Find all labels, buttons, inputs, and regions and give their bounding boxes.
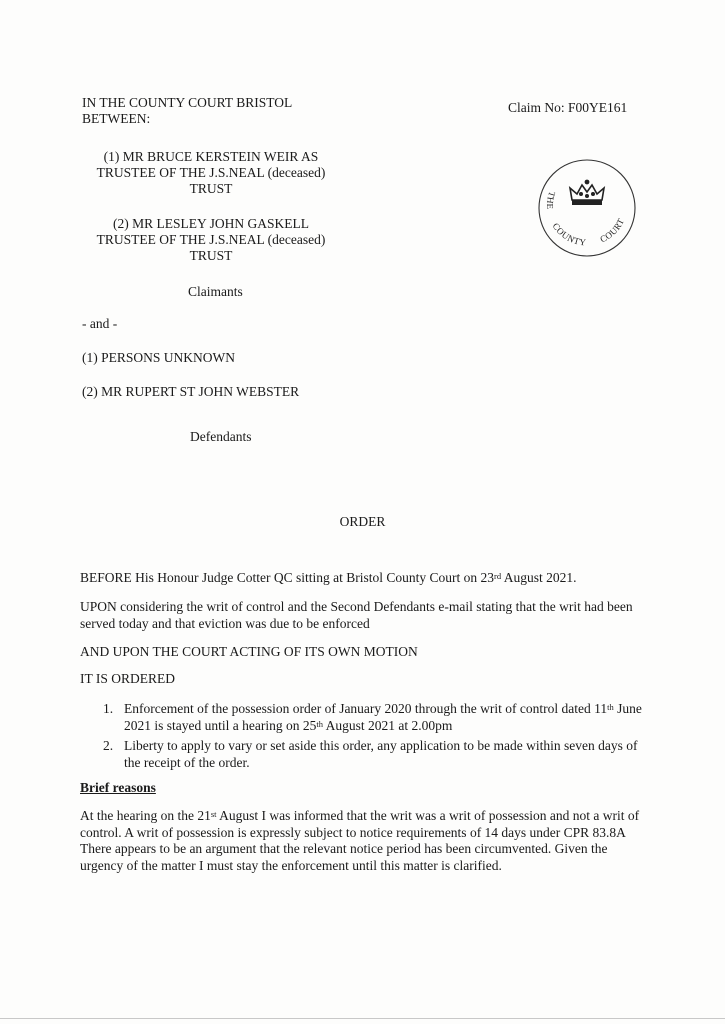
before-paragraph xyxy=(80,570,650,587)
order-list xyxy=(100,701,645,775)
and-separator: - and - xyxy=(82,316,118,331)
order-item-1-sup-1: th xyxy=(607,702,614,712)
defendants-label: Defendants xyxy=(190,429,252,444)
court-name: IN THE COUNTY COURT BRISTOL xyxy=(82,95,293,110)
svg-text:THE COUNTY COURT xyxy=(545,190,626,247)
seal-text-right: COURT xyxy=(598,216,627,245)
defendant-2: (2) MR RUPERT ST JOHN WEBSTER xyxy=(82,384,300,399)
seal-text-left: THE xyxy=(544,190,558,210)
upon-motion-paragraph: AND UPON THE COURT ACTING OF ITS OWN MOTION xyxy=(80,644,418,659)
order-item-1-text-2: June 2021 is stayed until a hearing on 25 xyxy=(124,701,642,733)
seal-text-bottom: COUNTY xyxy=(550,221,587,248)
order-item-1-text-3: August 2021 at 2.00pm xyxy=(322,717,453,733)
claimant-2-line-3: TRUST xyxy=(189,248,233,263)
order-item-2 xyxy=(100,738,645,771)
court-seal xyxy=(537,158,637,258)
claimant-1-line-1: (1) MR BRUCE KERSTEIN WEIR AS xyxy=(103,149,319,164)
order-item-1 xyxy=(100,701,645,734)
brief-reasons-text xyxy=(80,808,650,874)
reasons-sup: st xyxy=(210,809,217,819)
court-header xyxy=(82,95,292,127)
order-item-1-sup-2: th xyxy=(316,718,323,729)
claimant-2-line-1: (2) MR LESLEY JOHN GASKELL xyxy=(113,216,309,231)
order-item-1-text: Enforcement of the possession order of January 2020 through the writ of control dated 11 xyxy=(124,701,608,716)
before-text-end: August 2021. xyxy=(501,570,577,585)
order-item-1-number: 1. xyxy=(103,701,114,716)
reasons-text: At the hearing on the 21 xyxy=(80,808,211,823)
order-title: ORDER xyxy=(339,514,386,529)
page-bottom-edge xyxy=(0,1018,725,1019)
claimants-label: Claimants xyxy=(188,284,243,299)
crown-icon xyxy=(570,180,604,205)
claimant-2-line-2: TRUSTEE OF THE J.S.NEAL (deceased) xyxy=(96,232,326,247)
order-item-2-text: Liberty to apply to vary or set aside this order, any application to be made within seven days of the receipt of the order. xyxy=(124,738,638,770)
reasons-text-2: August I was informed that the writ was a writ of possession and not a writ of control. A writ of possession is expressly subject to notice requirements of 14 days under CPR 83.8A There appears to be an argument that the relevant notice period has been circumvented. Given the urgency of the matter I must stay the enforcement until this matter is clarified. xyxy=(80,808,640,873)
it-is-ordered: IT IS ORDERED xyxy=(80,671,176,686)
before-sup: rd xyxy=(494,571,502,581)
between-label: BETWEEN: xyxy=(82,111,151,126)
claim-number: Claim No: F00YE161 xyxy=(508,100,628,115)
claimant-1 xyxy=(66,149,356,197)
defendant-1: (1) PERSONS UNKNOWN xyxy=(82,350,236,365)
claimant-2 xyxy=(66,216,356,264)
brief-reasons-heading: Brief reasons xyxy=(80,780,156,795)
claimant-1-line-3: TRUST xyxy=(189,181,233,196)
before-text: BEFORE His Honour Judge Cotter QC sitting at Bristol County Court on 23 xyxy=(80,570,495,585)
upon-paragraph: UPON considering the writ of control and the Second Defendants e-mail stating that the writ had been served today and that eviction was due to be enforced xyxy=(80,599,633,631)
claimant-1-line-2: TRUSTEE OF THE J.S.NEAL (deceased) xyxy=(96,165,326,180)
order-item-2-number: 2. xyxy=(103,738,114,753)
